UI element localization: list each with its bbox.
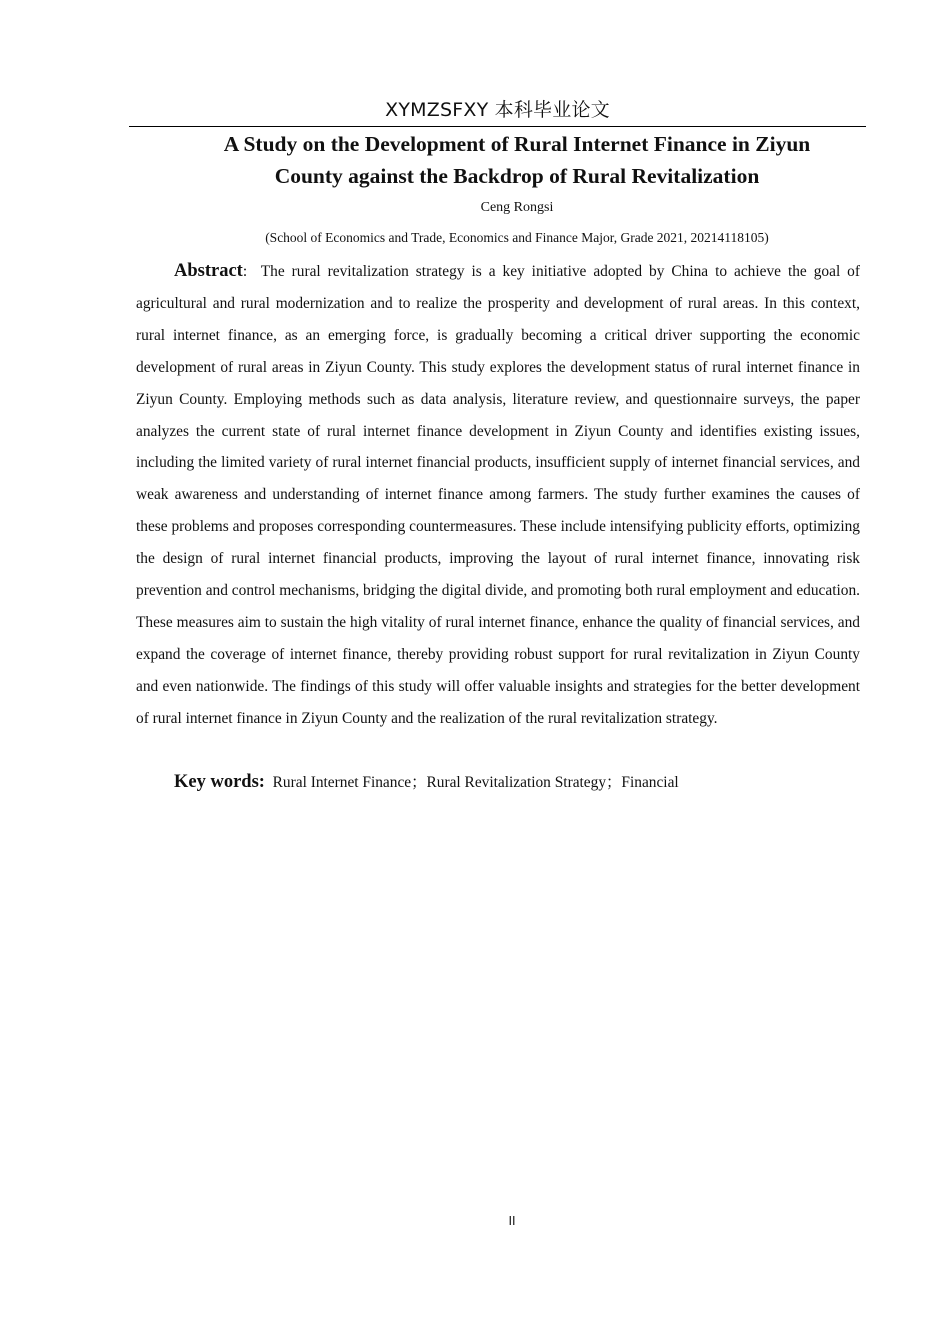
author-affiliation: (School of Economics and Trade, Economics and Finance Major, Grade 2021, 20214118105): [265, 230, 769, 245]
keywords-text: Rural Internet Finance；Rural Revitalization Strategy；Financial: [272, 774, 679, 791]
paper-title-line-2: County against the Backdrop of Rural Revitalization: [274, 164, 760, 188]
abstract-paragraph: [136, 256, 860, 735]
page-number: II: [508, 1214, 516, 1228]
page-header: [129, 96, 866, 127]
paper-title-line-1: A Study on the Development of Rural Internet Finance in Ziyun: [223, 132, 811, 156]
abstract-text: The rural revitalization strategy is a key initiative adopted by China to achieve the goal of agricultural and rural modernization and to realize the prosperity and development of rural areas. In this context, rural internet finance, as an emerging force, is gradually becoming a critical driver supporting the economic development of rural areas in Ziyun County. This study explores the development status of rural internet finance in Ziyun County. Employing methods such as data analysis, literature review, and questionnaire surveys, the paper analyzes the current state of rural internet finance development in Ziyun County and identifies existing issues, including the limited variety of rural internet financial products, insufficient supply of internet financial services, and weak awareness and understanding of internet finance among farmers. The study further examines the causes of these problems and proposes corresponding countermeasures. These include intensifying publicity efforts, optimizing the design of rural internet financial products, improving the layout of rural internet finance, innovating risk prevention and control mechanisms, bridging the digital divide, and promoting both rural employment and education. These measures aim to sustain the high vitality of rural internet finance, enhance the quality of financial services, and expand the coverage of internet finance, thereby providing robust support for rural revitalization in Ziyun County and even nationwide. The findings of this study will offer valuable insights and strategies for the better development of rural internet finance in Ziyun County and the realization of the rural revitalization strategy.: [136, 263, 860, 727]
keywords-label: Key words:: [174, 772, 265, 792]
keywords-paragraph: [136, 767, 860, 798]
paper-title: [129, 128, 905, 192]
header-text: XYMZSFXY 本科毕业论文: [385, 99, 610, 121]
author-name: Ceng Rongsi: [480, 200, 554, 215]
abstract-separator: :: [242, 263, 248, 280]
abstract-label: Abstract: [174, 261, 243, 281]
